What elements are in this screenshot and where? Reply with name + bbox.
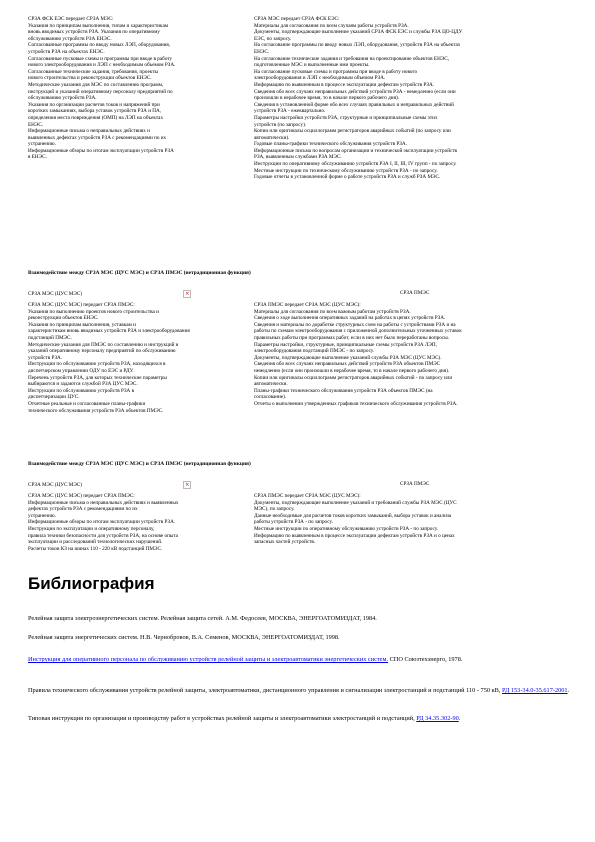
table-line: ЕНЭС. xyxy=(254,48,270,55)
table-line: СРЗА ПМЭС передает СРЗА МЭС (ЦУС МЭС): xyxy=(254,302,361,308)
table-line: Согласованные технические задания, требования, проекты xyxy=(28,68,158,75)
table-line: Данные необходимые для расчетов токов коротких замыканий, выбора уставок и анализа xyxy=(254,512,452,519)
table-line: эксплуатации и расследований технологических нарушений. xyxy=(28,539,163,546)
table-line: Местные инструкции по техническому обслуживанию устройств РЗА - по запросу. xyxy=(254,167,438,174)
table-line: СРЗА МЭС (ЦУС МЭС) передает СРЗА ПМЭС: xyxy=(28,493,135,499)
table-line: Инструкции по оперативному обслуживанию устройств РЗА I, II, III, IV групп - по запросу. xyxy=(254,161,457,168)
table-line: Местные инструкции по оперативному обслуживанию устройств РЗА - по запросу. xyxy=(254,525,439,532)
table-line: правила техники безопасности для устройств РЗА, на основе опыта xyxy=(28,532,178,539)
table-2-right-column xyxy=(254,302,566,414)
table-line: подготовленные МЭС и выполненные ими проекты. xyxy=(254,62,370,69)
table-line: электрооборудования и ЛЭП с необходимым объемом РЗА. xyxy=(254,75,386,82)
table-line: Информацию по выявленным в процессе эксплуатации дефектам устройств РЗА и о ценах xyxy=(254,532,455,539)
table-line: ЕЭС, по запросу. xyxy=(254,35,292,42)
table-line: Отчетные реальные и согласованные планы-графики xyxy=(28,400,146,407)
table-line: Сведения о ходе выполнения оперативных заданий на работах в цепях устройств РЗА. xyxy=(254,315,446,322)
bibliography-item-3 xyxy=(28,655,573,664)
table-line: РЗА, выявленным службами РЗА МЭС. xyxy=(254,154,342,161)
table-3 xyxy=(28,493,566,552)
table-line: реконструкции объектов ЕНЭС. xyxy=(28,315,99,322)
table-line: Информационные письма о неправильных действиях и xyxy=(28,128,150,135)
table-line: устройств (по запросу). xyxy=(254,121,307,128)
table-line: устройств РЗА. xyxy=(28,354,63,361)
table-line: Информационные обзоры по итогам эксплуатации устройств РЗА. xyxy=(28,519,176,526)
table-line: обслуживанию устройств РЗА ЕНЭС. xyxy=(28,35,112,42)
table-line: Указания по принципам выполнения, уставкам и xyxy=(28,321,136,328)
table-line: согласование). xyxy=(254,394,287,401)
table-line: Параметры настройки устройств РЗА, структурные и принципиальные схемы этих xyxy=(254,114,438,121)
table-line: Указания по принципам выполнения, типам и характеристикам xyxy=(28,22,169,29)
table-line: обслуживанию устройств РЗА. xyxy=(28,95,97,102)
broken-image-icon: × xyxy=(185,291,190,297)
table-line: нового строительства и реконструкции объектов ЕНЭС. xyxy=(28,75,152,82)
table-line: Отчеты о выполнении утвержденных графиков технического обслуживания устройств РЗА. xyxy=(254,400,458,407)
table-line: Документы, подтверждающие выполнение указаний СРЗА ФСК ЕЭС и службы РЗА ЦО-ЦДУ xyxy=(254,29,463,36)
table-line: Сведения и материалы по доработке структурных схем на работы с устройствами РЗА и на xyxy=(254,321,456,328)
table-line: Документы, подтверждающие выполнение указаний и требований службы РЗА МЭС (ЦУС xyxy=(254,499,457,506)
table-line: Информацию по выявленным в процессе эксплуатации дефектам устройств РЗА. xyxy=(254,81,434,88)
table-line: автоматически. xyxy=(254,381,288,388)
table-3-right-column xyxy=(254,493,566,552)
table-line: На согласование программы по вводу новых ЛЭП, оборудования, устройств РЗА на объектах xyxy=(254,42,461,49)
table-line: Перечень устройств РЗА, для которых технические параметры xyxy=(28,374,167,381)
bibliography-item-5 xyxy=(28,714,573,723)
table-line: Информационные письма по вопросам организации и технической эксплуатации устройств xyxy=(254,147,457,154)
table-line: Указания по организации расчетов токов и напряжений при xyxy=(28,101,160,108)
bibliography-heading: Библиография xyxy=(28,574,155,593)
table-line: запасных частей устройств. xyxy=(254,539,316,546)
bibliography-item-1: Релейная защита электроэнергетических систем. Релейная защита сетей. А.М. Федосеев, МОСКВА, ЭНЕРГОАТОМИЗДАТ, 1984. xyxy=(28,615,377,622)
table-line: СРЗА ФСК ЕЭС передает СРЗА МЭС: xyxy=(28,16,114,22)
bibliography-item-3-link[interactable]: Инструкция для оперативного персонала по обслуживанию устройств релейной защиты и электроавтоматики энергетических систем. xyxy=(28,656,388,663)
table-line: выявленных дефектах устройств РЗА с рекомендациями по их xyxy=(28,134,167,141)
table-line: определения места повреждения (ОМП) на ЛЭП на объектах xyxy=(28,114,164,121)
table-line: автоматически). xyxy=(254,134,290,141)
table-3-left-column xyxy=(28,493,250,552)
table-line: устранению. xyxy=(28,512,56,519)
table-2-header-left xyxy=(28,290,191,298)
table-line: Планы-графики технического обслуживания устройств РЗА объектов ПМЭС (на xyxy=(254,387,433,394)
table-2-left-column xyxy=(28,302,250,414)
table-line: Сведения в установленной форме обо всех случаях правильных и неправильных действий xyxy=(254,101,454,108)
bibliography-item-4-end: . xyxy=(567,687,570,694)
table-line: СРЗА МЭС передает СРЗА ФСК ЕЭС: xyxy=(254,16,340,22)
table-2 xyxy=(28,302,566,414)
table-line: Согласованные программы по вводу новых ЛЭП, оборудования, xyxy=(28,42,171,49)
table-line: ЕНЭС. xyxy=(28,121,44,128)
table-line: работы устройств РЗА - по запросу. xyxy=(254,519,333,526)
table-line: СРЗА ПМЭС передает СРЗА МЭС (ЦУС МЭС): xyxy=(254,493,361,499)
table-line: Документы, подтверждающие выполнение указаний службы РЗА МЭС (ЦУС МЭС). xyxy=(254,354,442,361)
table-line: Инструкции по обслуживанию устройств РЗА, находящихся в xyxy=(28,361,166,368)
table-line: правильных работы при программах работ, если в них нет было переработаны вопросы. xyxy=(254,334,450,341)
table-line: нового электрооборудования и ЛЭП с необходимым объемом РЗА. xyxy=(28,62,176,69)
table-line: устройств РЗА на объектах ЕНЭС. xyxy=(28,48,105,55)
table-line: Копии или оригиналы осциллограмм регистраторов аварийных событий - по запросу или xyxy=(254,374,453,381)
table-1-left-column xyxy=(28,16,250,181)
table-line: Сведения обо всех случаях неправильных действий устройств РЗА объектов ПМЭС xyxy=(254,361,441,368)
table-line: Методические указания для МЭС по составлению программ, xyxy=(28,81,164,88)
table-line: характеристикам вновь вводимых устройств РЗА и электрооборудования xyxy=(28,328,190,335)
table-line: в ЕНЭС. xyxy=(28,154,47,161)
table-line: работы по схемам электрооборудования с приложенной дополнительных уточненных уставок xyxy=(254,328,462,335)
table-line: Материалы для согласования по всем случаям работы устройств РЗА. xyxy=(254,22,409,29)
section-2-title: Взаимодействие между СРЗА МЭС (ЦУС МЭС) и СРЗА ПМЭС (нетрадиционная функция) xyxy=(28,270,251,276)
table-line: Параметры настройки, структурные, принципиальные схемы устройств РЗА ЛЭП, xyxy=(254,341,437,348)
table-line: устройств РЗА - ежеквартально. xyxy=(254,108,326,115)
table-line: электрооборудования подстанций ПМЭС - по запросу. xyxy=(254,348,375,355)
table-line: указаний оперативному персоналу предприятий по обслуживанию xyxy=(28,348,176,355)
table-line: Информационные обзоры по итогам эксплуатации устройств РЗА xyxy=(28,147,174,154)
table-line: СРЗА МЭС (ЦУС МЭС) передает СРЗА ПМЭС: xyxy=(28,302,135,308)
table-line: диспетчеризации ЦУС. xyxy=(28,394,80,401)
table-line: Сведения обо всех случаях неправильных действий устройств РЗА - немедленно (если они xyxy=(254,88,456,95)
section-3-title: Взаимодействие между СРЗА МЭС (ЦУС МЭС) и СРЗА ПМЭС (нетрадиционная функция) xyxy=(28,461,251,467)
table-1 xyxy=(28,16,566,181)
bibliography-item-4-text: Правила технического обслуживания устройств релейной защиты, электроавтоматики, дистанционного управления и сигнализации электростанций и подстанций 110 - 750 кВ, xyxy=(28,687,502,694)
table-line: диспетчерском управлении ОДУ по ЕЭС и РДУ. xyxy=(28,367,134,374)
table-line: Указания по выполнению проектов нового строительства и xyxy=(28,308,159,315)
table-line: вновь вводимых устройств РЗА. Указания по оперативному xyxy=(28,29,160,36)
table-line: устранению. xyxy=(28,141,56,148)
table-line: Информационные письма о неправильных действиях и выявленных xyxy=(28,499,179,506)
table-line: Инструкции по обслуживанию устройств РЗА в xyxy=(28,387,135,394)
table-line: немедленно (если они произошли в нерабочее время, то в начале первого рабочего дня). xyxy=(254,367,450,374)
table-3-header-left-label: СРЗА МЭС (ЦУС МЭС) xyxy=(28,482,82,489)
table-line: Копии или оригиналы осциллограмм регистраторов аварийных событий (по запросу или xyxy=(254,128,451,135)
broken-image-icon: × xyxy=(185,482,190,488)
table-line: На согласование технические задания и требования на проектирование объектов ЕНЭС, xyxy=(254,55,449,62)
table-line: Материалы для согласования по всем важным работам устройств РЗА. xyxy=(254,308,411,315)
table-line: подстанций ПМЭС. xyxy=(28,334,72,341)
table-2-header-left-label: СРЗА МЭС (ЦУС МЭС) xyxy=(28,291,82,298)
table-line: Годовые отчеты в установленной форме о работе устройств РЗА и служб РЗА МЭС. xyxy=(254,174,441,181)
bibliography-item-5-link[interactable]: РД 34.35.302-90 xyxy=(416,715,459,722)
table-line: Инструкции по эксплуатации и оперативному персоналу, xyxy=(28,525,155,532)
table-line: технического обслуживания устройств РЗА объектов ПМЭС. xyxy=(28,407,164,414)
bibliography-item-2: Релейная защита энергетических систем. Н.В. Чернобровов, В.А. Семенов, МОСКВА, ЭНЕРГОАТОМИЗДАТ, 1998. xyxy=(28,634,340,641)
bibliography-item-4 xyxy=(28,686,573,695)
table-line: Согласованные пусковые схемы и программы при вводе в работу xyxy=(28,55,173,62)
table-2-header-right: СРЗА ПМЭС xyxy=(400,290,430,296)
table-line: На согласование пусковые схемы и программы при вводе в работу нового xyxy=(254,68,418,75)
table-line: дефектах устройств РЗА с рекомендациями по их xyxy=(28,506,138,513)
table-line: выбираются и задаются службой РЗА ЦУС МЭС. xyxy=(28,381,138,388)
bibliography-item-5-text: Типовая инструкция по организации и производству работ в устройствах релейной защиты и электроавтоматики электростанций и подстанций, xyxy=(28,715,417,722)
table-1-right-column xyxy=(254,16,566,181)
bibliography-item-3-text: СПО Союзтехэнерго, 1978. xyxy=(388,656,463,663)
table-line: Годовые планы-графики технического обслуживания устройств РЗА. xyxy=(254,141,407,148)
table-line: инструкций и указаний оперативному персоналу предприятий по xyxy=(28,88,173,95)
table-3-header-left xyxy=(28,481,191,489)
bibliography-item-4-link[interactable]: РД 153-34.0-35.617-2001 xyxy=(501,687,568,694)
table-3-header-right: СРЗА ПМЭС xyxy=(400,481,430,487)
bibliography-item-5-end: . xyxy=(458,715,461,722)
table-line: МЭС), по запросу. xyxy=(254,506,295,513)
table-line: произошли в нерабочее время, то в начале первого рабочего дня). xyxy=(254,95,399,102)
table-line: Методические указания для ПМЭС по составлению и инструкций и xyxy=(28,341,179,348)
table-line: Расчеты токов КЗ на шинах 110 - 220 кВ подстанций ПМЭС. xyxy=(28,545,163,552)
table-line: коротких замыканиях, выбора уставок устройств РЗА и ПА, xyxy=(28,108,162,115)
